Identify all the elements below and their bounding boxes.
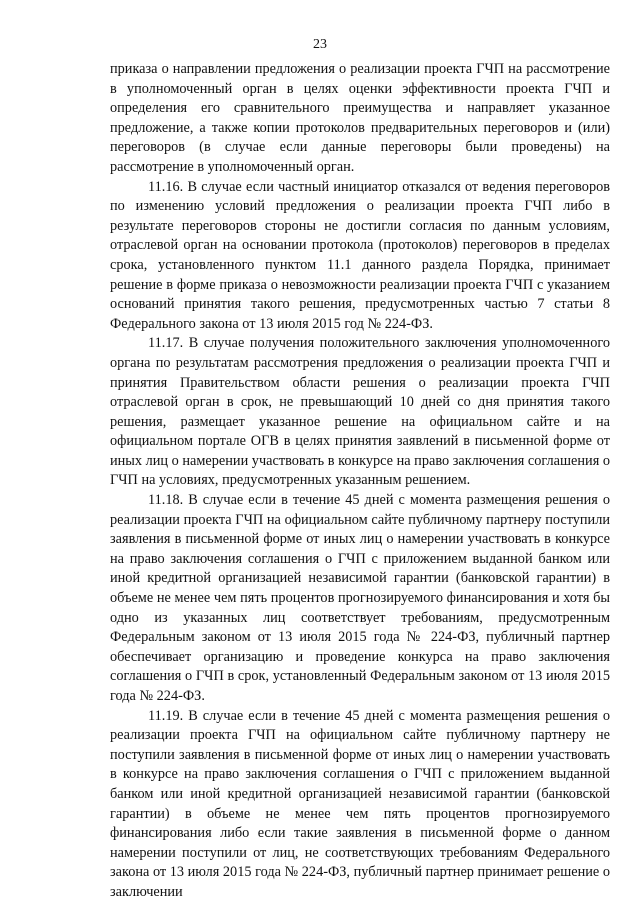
- paragraph-continuation: приказа о направлении предложения о реализации проекта ГЧП на рассмотрение в уполномоченный орган в целях оценки эффективности проекта ГЧП и определения его сравнительного преимущества и направляет указанное предложение, а также копии протоколов предварительных переговоров и (или) переговоров (в случае если данные переговоры были проведены) на рассмотрение в уполномоченный орган.: [110, 61, 610, 175]
- paragraph-11-19: 11.19. В случае если в течение 45 дней с момента размещения решения о реализации проекта ГЧП на официальном сайте публичному партнеру не поступили заявления в письменной форме от иных лиц о намерении участвовать в конкурсе на право заключения соглашения о ГЧП с приложением выданной банком или иной кредитной организацией независимой гарантии (банковской гарантии) в объеме не менее чем пять процентов прогнозируемого финансирования либо если такие заявления в письменной форме о данном намерении поступили от лиц, не соответствующих требованиям Федерального закона от 13 июля 2015 года № 224-ФЗ, публичный партнер принимает решение о заключении: [110, 707, 610, 900]
- paragraph-11-16: 11.16. В случае если частный инициатор отказался от ведения переговоров по изменению условий предложения о реализации проекта ГЧП либо в результате переговоров стороны не достигли согласия по данным условиям, отраслевой орган на основании протокола (протоколов) переговоров в пределах срока, установленного пунктом 11.1 данного раздела Порядка, принимает решение в форме приказа о невозможности реализации проекта ГЧП с указанием оснований принятия такого решения, предусмотренных частью 7 статьи 8 Федерального закона от 13 июля 2015 год № 224-ФЗ.: [110, 178, 610, 332]
- page-number: 23: [313, 37, 327, 52]
- paragraph-11-18: 11.18. В случае если в течение 45 дней с момента размещения решения о реализации проекта ГЧП на официальном сайте публичному партнеру поступили заявления в письменной форме от иных лиц о намерении участвовать в конкурсе на право заключения соглашения о ГЧП с приложением выданной банком или иной кредитной организацией независимой гарантии (банковской гарантии) в объеме не менее чем пять процентов прогнозируемого финансирования и хотя бы одно из указанных лиц соответствует требованиям, предусмотренным Федеральным законом от 13 июля 2015 года № 224-ФЗ, публичный партнер обеспечивает организацию и проведение конкурса на право заключения соглашения о ГЧП в срок, установленный Федеральным законом от 13 июля 2015 года № 224-ФЗ.: [110, 492, 610, 704]
- document-body: [110, 60, 610, 903]
- paragraph-11-17: 11.17. В случае получения положительного заключения уполномоченного органа по результатам рассмотрения предложения о реализации проекта ГЧП и принятия Правительством области решения о реализации проекта ГЧП отраслевой орган в срок, не превышающий 10 дней со дня принятия такого решения, размещает указанное решение на официальном сайте и на официальном портале ОГВ в целях принятия заявлений в письменной форме от иных лиц о намерении участвовать в конкурсе на право заключения соглашения о ГЧП на условиях, предусмотренных указанным решением.: [110, 335, 610, 489]
